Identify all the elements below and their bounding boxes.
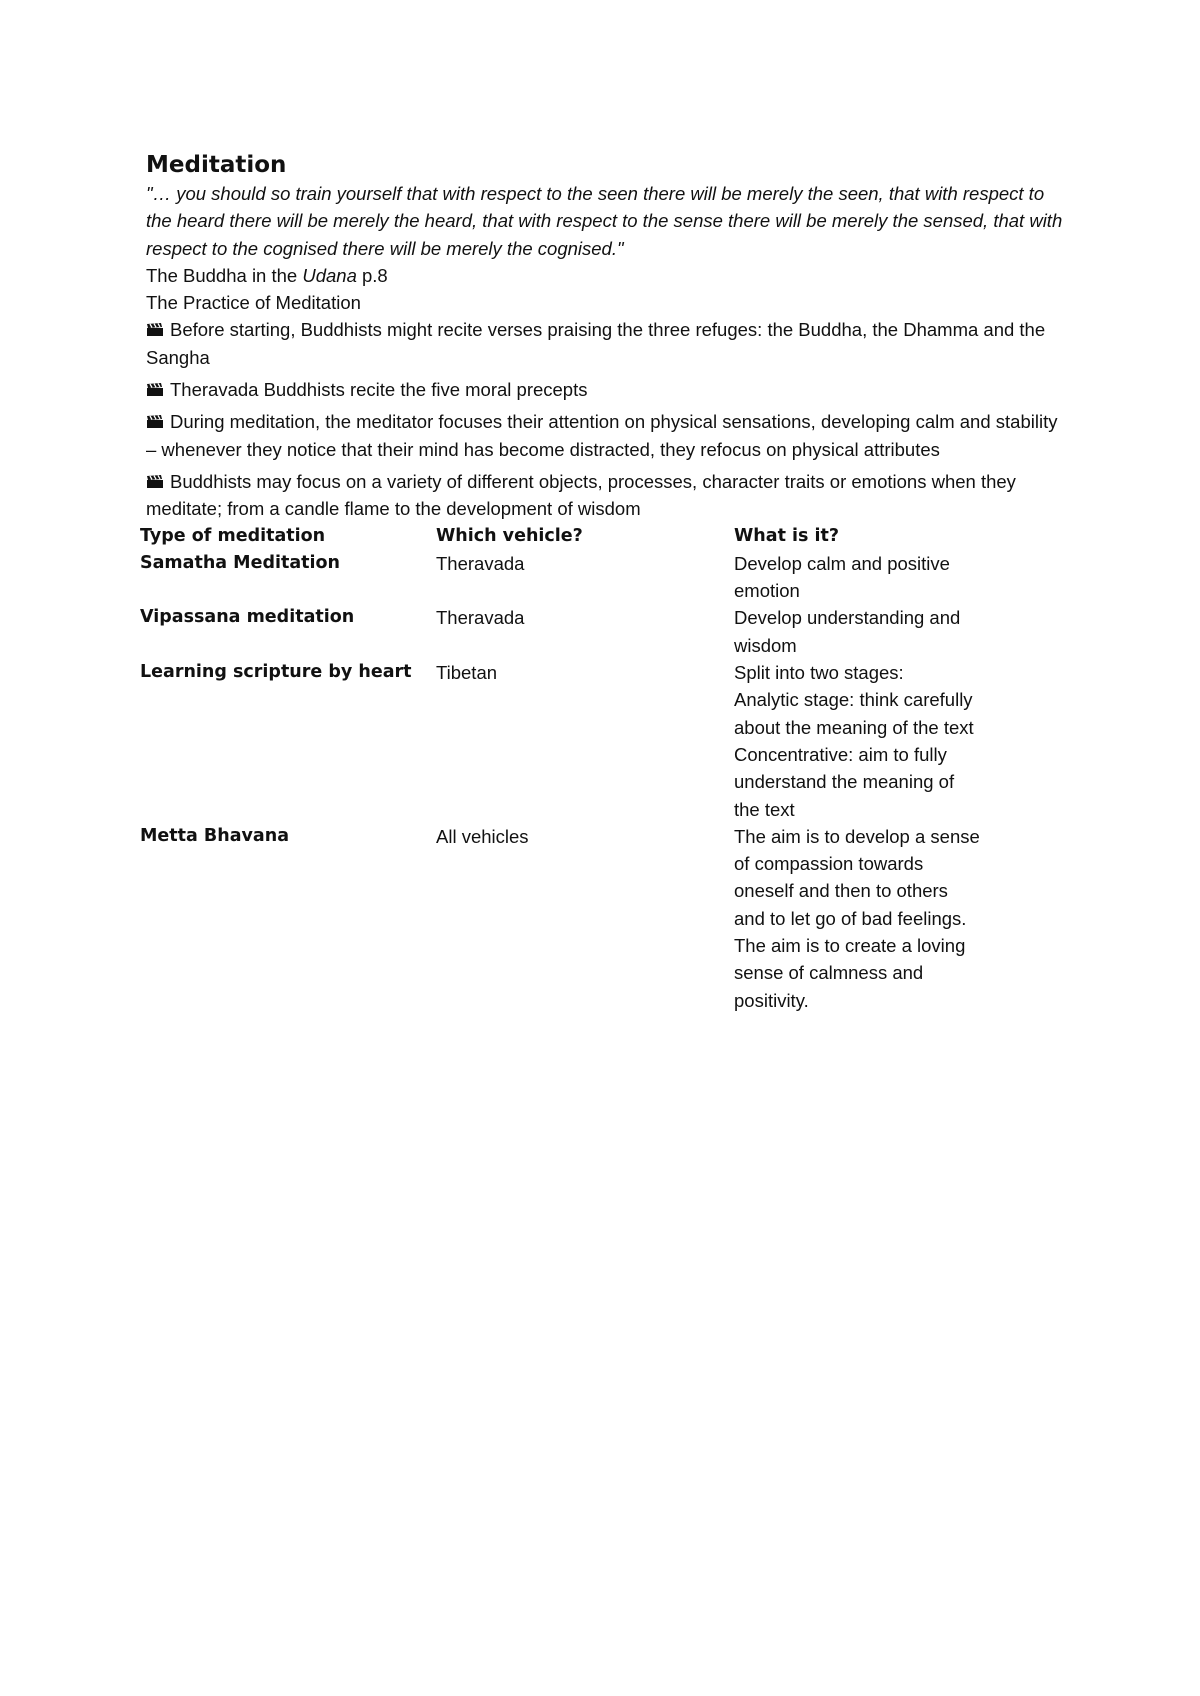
description-line: oneself and then to others — [734, 880, 948, 902]
description-line: about the meaning of the text — [734, 716, 974, 738]
list-item — [146, 376, 1066, 403]
bullet-text: Buddhists may focus on a variety of different objects, processes, character traits or emotions when they meditate; from a candle flame to the development of wisdom — [146, 470, 1016, 520]
description-line: Develop calm and positive — [734, 552, 950, 574]
table-row — [140, 604, 1140, 659]
document-page — [140, 150, 1066, 1014]
description-line: Split into two stages: — [734, 662, 904, 684]
description-line: The aim is to create a loving — [734, 935, 966, 957]
description-line: understand the meaning of — [734, 771, 955, 793]
description-line: The aim is to develop a sense — [734, 825, 980, 847]
vehicle: Theravada — [436, 552, 525, 574]
table-header-row — [140, 523, 1140, 550]
attribution-suffix: p.8 — [356, 264, 388, 286]
meditation-type: Learning scripture by heart — [140, 662, 412, 683]
description — [734, 604, 1010, 659]
description-line: sense of calmness and — [734, 962, 924, 984]
meditation-type: Samatha Meditation — [140, 552, 341, 573]
meditation-table — [140, 523, 1140, 1014]
clapperboard-icon — [146, 383, 164, 397]
description — [734, 659, 1010, 823]
description-line: of compassion towards — [734, 853, 924, 875]
bullet-text: During meditation, the meditator focuses their attention on physical sensations, developing calm and stability – whenever they notice that their mind has become distracted, they refocus on physical attributes — [146, 411, 1058, 460]
vehicle: Theravada — [436, 607, 525, 629]
table-row — [140, 659, 1140, 823]
description-line: Develop understanding and — [734, 607, 961, 629]
meditation-type: Metta Bhavana — [140, 825, 290, 846]
vehicle: All vehicles — [436, 825, 529, 847]
clapperboard-icon — [146, 415, 164, 429]
description-line: Concentrative: aim to fully — [734, 743, 947, 765]
list-item — [146, 468, 1066, 523]
bullet-text: Before starting, Buddhists might recite verses praising the three refuges: the Buddha, the Dhamma and the Sangha — [146, 319, 1046, 368]
bullet-text: Theravada Buddhists recite the five moral precepts — [170, 379, 588, 401]
list-item — [146, 408, 1066, 463]
page-title: Meditation — [146, 152, 287, 178]
bullet-list — [146, 316, 1066, 522]
column-header: Type of meditation — [140, 525, 326, 546]
section-subheading: The Practice of Meditation — [146, 292, 361, 314]
meditation-type: Vipassana meditation — [140, 607, 355, 628]
table-row — [140, 823, 1140, 1014]
buddha-quote: "… you should so train yourself that with respect to the seen there will be merely the seen, that with respect to the heard there will be merely the heard, that with respect to the sense there will be merely the sensed, that with respect to the cognised there will be merely the cognised." — [146, 183, 1063, 259]
description — [734, 550, 1010, 605]
attribution-prefix: The Buddha in the — [146, 264, 303, 286]
vehicle: Tibetan — [436, 662, 498, 684]
description-line: the text — [734, 798, 795, 820]
table-row — [140, 550, 1140, 605]
description-line: wisdom — [734, 634, 797, 656]
description-line: and to let go of bad feelings. — [734, 907, 967, 929]
clapperboard-icon — [146, 323, 164, 337]
clapperboard-icon — [146, 475, 164, 489]
column-header: Which vehicle? — [436, 525, 583, 546]
column-header: What is it? — [734, 525, 840, 546]
list-item — [146, 316, 1066, 371]
description-line: emotion — [734, 580, 800, 602]
description — [734, 823, 1010, 1014]
attribution-work: Udana — [302, 264, 357, 286]
description-line: positivity. — [734, 989, 809, 1011]
description-line: Analytic stage: think carefully — [734, 689, 973, 711]
quote-attribution — [146, 262, 1066, 289]
